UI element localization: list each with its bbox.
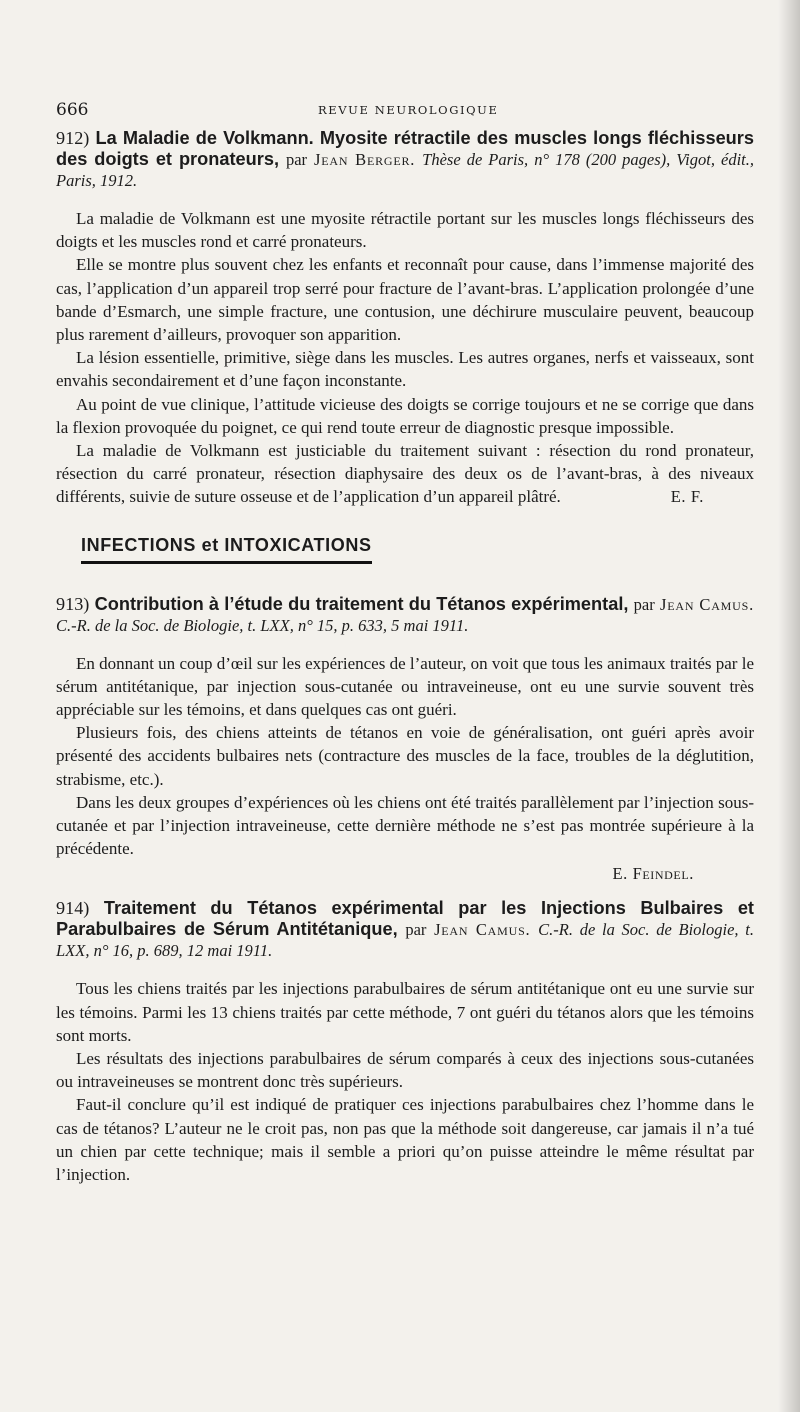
article-913 bbox=[56, 594, 754, 885]
paragraph: La maladie de Volkmann est une myosite rétractile portant sur les muscles longs fléchisseurs des doigts et les muscles rond et carré pronateurs. bbox=[56, 209, 754, 252]
article-912 bbox=[56, 128, 754, 511]
paragraph: Les résultats des injections parabulbaires de sérum comparés à ceux des injections sous-cutanées ou intraveineuses se montrent donc très supérieurs. bbox=[56, 1049, 754, 1092]
article-author: Jean Berger. bbox=[314, 150, 416, 169]
article-author: Jean Camus. bbox=[434, 920, 531, 940]
journal-page bbox=[56, 100, 754, 1188]
paragraph: La lésion essentielle, primitive, siège dans les muscles. Les autres organes, nerfs et vaisseaux, sont envahis secondairement et d’une façon inconstante. bbox=[56, 348, 754, 391]
paragraph: Au point de vue clinique, l’attitude vicieuse des doigts se corrige toujours et ne se corrige que dans la flexion provoquée du poignet, ce qui rend toute erreur de diagnostic presque impossible. bbox=[56, 394, 754, 437]
article-citation: C.-R. de la Soc. de Biologie, t. LXX, n° 15, p. 633, 5 mai 1911. bbox=[56, 615, 469, 635]
article-number: 914) bbox=[56, 898, 90, 919]
paragraph: Plusieurs fois, des chiens atteints de tétanos en voie de généralisation, ont guéri après avoir présenté des accidents bulbaires nets (contracture des muscles de la face, troubles de la déglutition, strabisme, etc.). bbox=[56, 723, 754, 789]
paragraph: Elle se montre plus souvent chez les enfants et reconnaît pour cause, dans l’immense majorité des cas, l’application d’un appareil trop serré pour fracture de l’avant-bras. L’application prolongée d’une bande d’Esmarch, une simple fracture, une contusion, une déchirure musculaire peuvent, beaucoup plus rarement d’ailleurs, provoquer son apparition. bbox=[56, 255, 754, 345]
article-title: Traitement du Tétanos expérimental par les Injections Bulbaires et Parabulbaires de Sérum Antitétanique, bbox=[56, 898, 754, 940]
paragraph: La maladie de Volkmann est justiciable du traitement suivant : résection du rond pronateur, résection du carré pronateur, résection diaphysaire des deux os de l’avant-bras, à des niveaux différents, suivie de suture osseuse et de l’application d’un appareil plâtré. bbox=[56, 441, 754, 507]
article-heading bbox=[56, 898, 754, 961]
section-heading: INFECTIONS et INTOXICATIONS bbox=[81, 535, 372, 564]
paragraph: Tous les chiens traités par les injections parabulbaires de sérum antitétanique ont eu une survie sur les témoins. Parmi les 13 chiens traités par cette méthode, 7 ont guéri du tétanos alors que les témoins sont morts. bbox=[56, 979, 754, 1045]
paragraph: Faut-il conclure qu’il est indiqué de pratiquer ces injections parabulbaires chez l’homme dans le cas de tétanos? L’auteur ne le croit pas, non pas que la méthode soit dangereuse, car jamais il n’a tué un chien par cette technique; mais il semble a priori qu’on puisse atteindre le même résultat par l’injection. bbox=[56, 1095, 754, 1185]
article-citation: C.-R. de la Soc. de Biologie, t. LXX, n° 16, p. 689, 12 mai 1911. bbox=[56, 920, 754, 961]
page-edge-shadow bbox=[778, 0, 800, 1412]
article-by: par bbox=[285, 150, 308, 169]
article-number: 912) bbox=[56, 128, 90, 148]
page-number: 666 bbox=[56, 100, 89, 120]
article-by: par bbox=[633, 594, 655, 614]
article-914 bbox=[56, 898, 754, 1186]
article-number: 913) bbox=[56, 593, 90, 614]
article-heading bbox=[56, 128, 754, 191]
journal-title: REVUE NEUROLOGIQUE bbox=[318, 103, 499, 117]
reviewer-signature: E. Feindel. bbox=[612, 864, 694, 884]
reviewer-signature: E. F. bbox=[670, 486, 704, 506]
paragraph: En donnant un coup d’œil sur les expériences de l’auteur, on voit que tous les animaux traités par le sérum antitétanique, par injection sous-cutanée ou intraveineuse, ont eu une survie souvent très appréciable sur les témoins, et dans quelques cas ont guéri. bbox=[56, 653, 754, 720]
article-author: Jean Camus. bbox=[660, 594, 754, 614]
running-head bbox=[56, 100, 754, 128]
paragraph: Dans les deux groupes d’expériences où les chiens ont été traités parallèlement par l’injection sous-cutanée et par l’injection intraveineuse, cette dernière méthode ne s’est pas montrée supérieure à la précédente. bbox=[56, 792, 754, 859]
article-by: par bbox=[405, 920, 427, 940]
article-title: La Maladie de Volkmann. Myosite rétractile des muscles longs fléchisseurs des doigts et pronateurs, bbox=[56, 128, 754, 169]
article-heading bbox=[56, 594, 754, 636]
article-citation: Thèse de Paris, n° 178 (200 pages), Vigot, édit., Paris, 1912. bbox=[56, 150, 754, 190]
article-title: Contribution à l’étude du traitement du Tétanos expérimental, bbox=[94, 593, 629, 614]
